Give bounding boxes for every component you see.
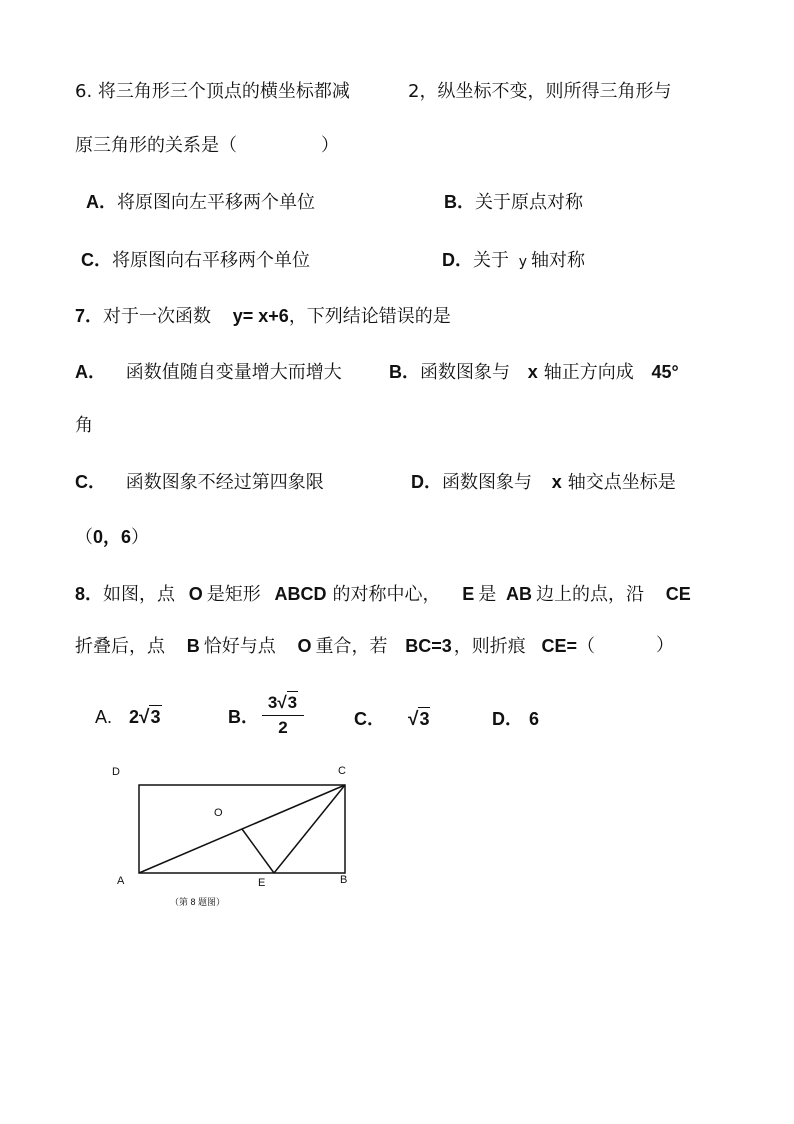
q8-option-b-num-coef: 3	[267, 693, 278, 712]
q7-option-d-text-a: 函数图象与	[442, 472, 532, 493]
q8-s2: 是矩形	[206, 584, 261, 605]
q8-option-c-letter: C．	[354, 709, 385, 729]
q8-s3: 的对称中心，	[332, 584, 441, 605]
q8-s7: 恰好与点	[203, 636, 276, 657]
sqrt-icon: √	[277, 693, 287, 712]
q7-stem-a: 对于一次函数	[103, 306, 212, 327]
figure-label-o: O	[214, 807, 223, 819]
q7-option-a-letter: A．	[75, 362, 106, 382]
q7-option-b-degree: 45°	[651, 362, 679, 382]
q8-number: 8．	[75, 584, 104, 604]
q8-bc-value: BC=3	[405, 636, 452, 656]
q6-option-d-var: y	[518, 254, 528, 270]
figure-label-e: E	[258, 877, 266, 889]
q7-option-d-var: x	[551, 472, 562, 492]
q7-option-b-var: x	[527, 362, 538, 382]
q7-option-d-coords: 0，6	[93, 527, 132, 547]
q6-option-c-text: 将原图向右平移两个单位	[112, 250, 310, 271]
q8-side-ab: AB	[505, 584, 532, 604]
q7-number: 7．	[75, 306, 104, 326]
segment-oe	[242, 829, 274, 873]
q6-text-b: 2，纵坐标不变，则所得三角形与	[408, 81, 672, 102]
q7-option-a-text: 函数值随自变量增大而增大	[125, 362, 342, 383]
q6-option-a-letter: A．	[86, 192, 117, 212]
sqrt-icon: √	[408, 709, 419, 730]
figure-label-d: D	[112, 766, 120, 778]
q8-paren-close: ）	[656, 635, 674, 656]
q7-option-d-paren-close: ）	[131, 527, 150, 548]
q7-option-c-letter: C．	[75, 472, 106, 492]
q8-point-o-2: O	[297, 636, 312, 656]
figure-label-a: A	[117, 875, 125, 887]
q8-point-b: B	[186, 636, 200, 656]
q8-s9: ，则折痕	[453, 636, 526, 657]
q8-option-a-radicand: 3	[150, 707, 161, 727]
sqrt-icon: √	[139, 707, 150, 728]
figure-label-c: C	[338, 765, 346, 777]
q8-s4: 是	[478, 584, 497, 605]
q7-option-d-letter: D．	[411, 472, 442, 492]
q7-option-d-paren-open: （	[75, 527, 93, 548]
q8-option-d-letter: D．	[492, 709, 523, 729]
q8-option-d-value: 6	[529, 709, 540, 729]
q7-option-b-text-b: 轴正方向成	[543, 362, 634, 383]
q7-option-d-text-b: 轴交点坐标是	[567, 472, 676, 493]
q8-s6: 折叠后，点	[75, 636, 165, 657]
q8-option-a-letter: A.	[95, 707, 113, 727]
q7-stem-b: ，下列结论错误的是	[288, 306, 451, 327]
q6-paren-close: ）	[321, 135, 339, 156]
q8-s1: 如图，点	[103, 584, 176, 605]
q6-option-d-letter: D．	[442, 250, 473, 270]
fold-line-ce	[274, 785, 345, 873]
figure-caption: （第 8 题图）	[170, 897, 226, 907]
q7-option-b-text-a: 函数图象与	[420, 362, 510, 383]
q8-point-e: E	[462, 584, 475, 604]
q6-option-b-text: 关于原点对称	[475, 192, 583, 213]
q8-ce-eq: CE=	[541, 636, 578, 656]
q8-paren-open: （	[577, 636, 596, 657]
q6-option-c-letter: C．	[81, 250, 112, 270]
q8-rect-abcd: ABCD	[274, 584, 327, 604]
q7-equation: y= x+6	[232, 306, 289, 326]
q6-option-a-text: 将原图向左平移两个单位	[117, 192, 315, 213]
q8-line-ce: CE	[665, 584, 691, 604]
q8-option-b-letter: B．	[228, 707, 259, 727]
q7-option-b-letter: B．	[389, 362, 420, 382]
q8-option-b-denominator: 2	[278, 718, 288, 737]
q8-option-a-coef: 2	[129, 707, 140, 727]
q8-option-b-num-radicand: 3	[287, 693, 298, 712]
q8-s5: 边上的点，沿	[535, 584, 644, 605]
q8-option-c-radicand: 3	[419, 709, 430, 729]
figure-label-b: B	[340, 874, 348, 886]
q8-point-o: O	[188, 584, 203, 604]
q7-option-c-text: 函数图象不经过第四象限	[125, 472, 324, 493]
q7-option-b-text-c: 角	[75, 415, 93, 436]
q6-text-a: 6. 将三角形三个顶点的横坐标都减	[75, 81, 350, 102]
q8-s8: 重合，若	[315, 636, 388, 657]
q6-option-d-text-a: 关于	[473, 250, 509, 271]
q6-text-c: 原三角形的关系是（	[75, 135, 237, 156]
q6-option-b-letter: B．	[444, 192, 475, 212]
q6-option-d-text-b: 轴对称	[531, 250, 586, 271]
